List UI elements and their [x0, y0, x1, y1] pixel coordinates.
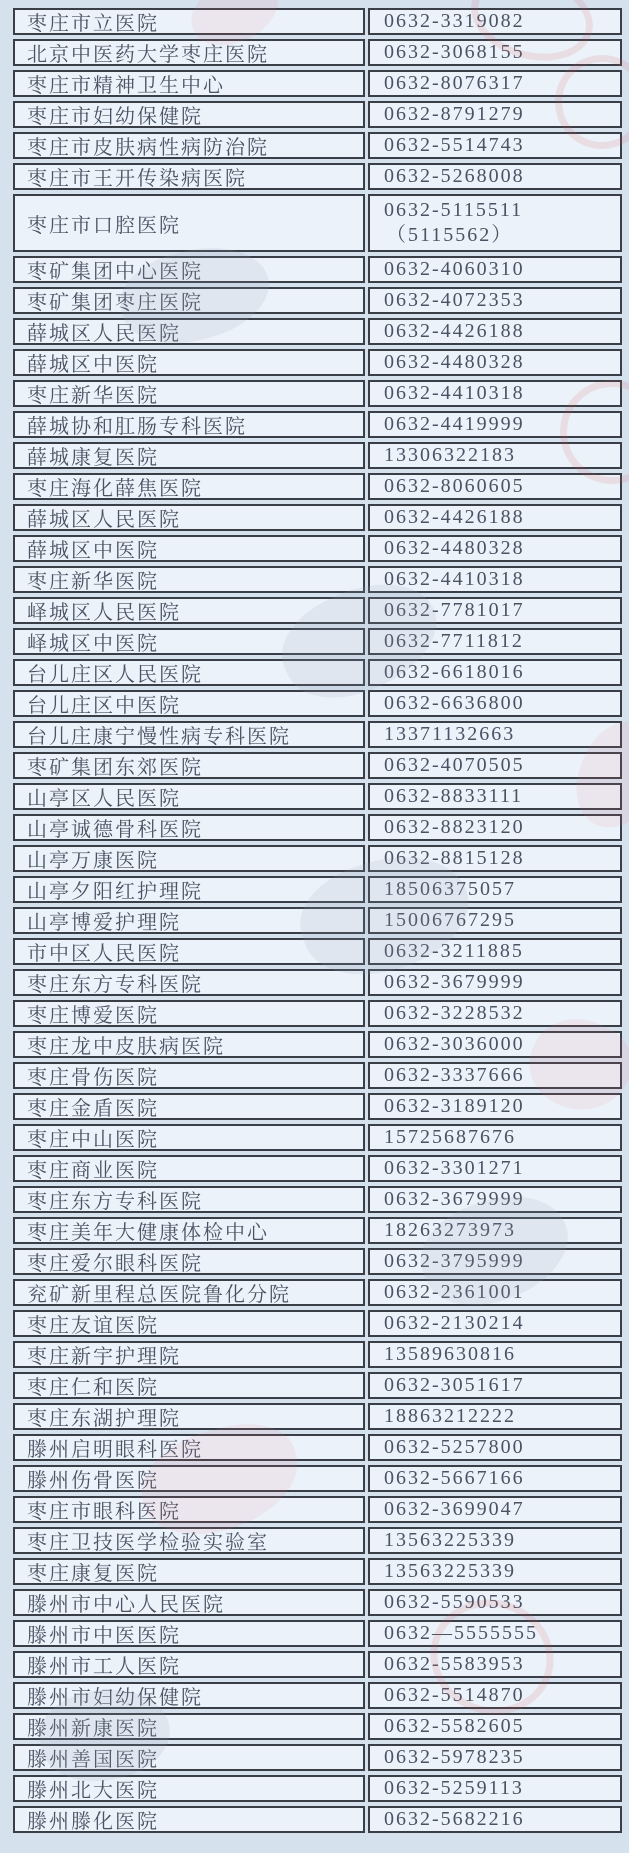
hospital-name-cell: [13, 1558, 365, 1585]
hospital-name-cell: [13, 504, 365, 531]
hospital-name: 枣庄康复医院: [27, 1563, 159, 1585]
hospital-phone-table: [13, 8, 622, 1833]
phone-cell: [368, 907, 622, 934]
phone-cell: [368, 1527, 622, 1554]
phone-cell: [368, 1372, 622, 1399]
hospital-name-cell: [13, 1310, 365, 1337]
table-row: [13, 39, 622, 66]
table-row: [13, 1341, 622, 1368]
hospital-name-cell: [13, 628, 365, 655]
hospital-name: 枣庄市皮肤病性病防治院: [27, 137, 269, 159]
phone-cell: [368, 1806, 622, 1833]
hospital-name: 枣庄博爱医院: [27, 1005, 159, 1027]
hospital-name: 枣矿集团枣庄医院: [27, 292, 203, 314]
hospital-name-cell: [13, 163, 365, 190]
phone-number: 0632-4426188: [384, 320, 525, 342]
hospital-name: 滕州市中医医院: [27, 1625, 181, 1647]
hospital-name: 台儿庄区中医院: [27, 695, 181, 717]
table-row: [13, 287, 622, 314]
hospital-name: 枣庄新华医院: [27, 385, 159, 407]
hospital-name-cell: [13, 70, 365, 97]
hospital-name: 枣庄东湖护理院: [27, 1408, 181, 1430]
phone-cell: [368, 1124, 622, 1151]
phone-cell: [368, 783, 622, 810]
phone-number: 0632-4060310: [384, 258, 525, 280]
hospital-name: 枣庄东方专科医院: [27, 1191, 203, 1213]
hospital-name-cell: [13, 1496, 365, 1523]
phone-number: 0632—5555555: [384, 1622, 538, 1644]
phone-cell: [368, 256, 622, 283]
phone-cell: [368, 194, 622, 252]
phone-cell: [368, 969, 622, 996]
phone-cell: [368, 1248, 622, 1275]
hospital-name-cell: [13, 1775, 365, 1802]
hospital-name: 枣庄龙中皮肤病医院: [27, 1036, 225, 1058]
hospital-name: 滕州市中心人民医院: [27, 1594, 225, 1616]
hospital-name: 枣庄市精神卫生中心: [27, 75, 225, 97]
table-row: [13, 969, 622, 996]
hospital-name-cell: [13, 473, 365, 500]
table-row: [13, 8, 622, 35]
table-row: [13, 1372, 622, 1399]
hospital-name: 枣庄友谊医院: [27, 1315, 159, 1337]
table-row: [13, 1775, 622, 1802]
phone-number: 0632-3051617: [384, 1374, 525, 1396]
phone-cell: [368, 70, 622, 97]
hospital-name: 滕州新康医院: [27, 1718, 159, 1740]
table-row: [13, 349, 622, 376]
table-row: [13, 1031, 622, 1058]
table-row: [13, 1527, 622, 1554]
hospital-name-cell: [13, 783, 365, 810]
hospital-name-cell: [13, 1434, 365, 1461]
phone-number: 0632-7781017: [384, 599, 525, 621]
phone-number: 0632-4072353: [384, 289, 525, 311]
hospital-name-cell: [13, 1000, 365, 1027]
hospital-name: 薛城区中医院: [27, 540, 159, 562]
table-row: [13, 1186, 622, 1213]
table-row: [13, 752, 622, 779]
phone-number: 0632-5115511: [384, 199, 524, 221]
hospital-name: 枣庄新宇护理院: [27, 1346, 181, 1368]
phone-number: 0632-5582605: [384, 1715, 525, 1737]
phone-cell: [368, 411, 622, 438]
hospital-name: 枣庄爱尔眼科医院: [27, 1253, 203, 1275]
phone-number: 0632-6636800: [384, 692, 525, 714]
phone-number-line2: （5115562）: [386, 224, 514, 246]
hospital-name-cell: [13, 1248, 365, 1275]
table-row: [13, 907, 622, 934]
table-row: [13, 1434, 622, 1461]
table-row: [13, 101, 622, 128]
hospital-name: 山亭夕阳红护理院: [27, 881, 203, 903]
hospital-name: 枣庄骨伤医院: [27, 1067, 159, 1089]
hospital-name: 枣庄市王开传染病医院: [27, 168, 247, 190]
phone-number: 18263273973: [384, 1219, 516, 1241]
phone-cell: [368, 1062, 622, 1089]
table-row: [13, 1124, 622, 1151]
hospital-name-cell: [13, 1217, 365, 1244]
hospital-name: 山亭博爱护理院: [27, 912, 181, 934]
table-row: [13, 256, 622, 283]
hospital-name-cell: [13, 349, 365, 376]
hospital-name: 枣庄海化薛焦医院: [27, 478, 203, 500]
table-row: [13, 1310, 622, 1337]
table-row: [13, 1000, 622, 1027]
phone-number: 0632-5268008: [384, 165, 525, 187]
table-row: [13, 566, 622, 593]
hospital-name-cell: [13, 690, 365, 717]
hospital-name: 枣庄市眼科医院: [27, 1501, 181, 1523]
hospital-name-cell: [13, 1713, 365, 1740]
phone-number: 0632-8833111: [384, 785, 524, 807]
hospital-name-cell: [13, 287, 365, 314]
phone-number: 0632-4426188: [384, 506, 525, 528]
hospital-name: 枣庄商业医院: [27, 1160, 159, 1182]
phone-number: 0632-3679999: [384, 971, 525, 993]
hospital-name: 枣庄中山医院: [27, 1129, 159, 1151]
hospital-name-cell: [13, 752, 365, 779]
hospital-name: 枣庄仁和医院: [27, 1377, 159, 1399]
hospital-name: 枣庄卫技医学检验实验室: [27, 1532, 269, 1554]
hospital-name: 滕州善国医院: [27, 1749, 159, 1771]
table-row: [13, 1682, 622, 1709]
hospital-name-cell: [13, 1651, 365, 1678]
hospital-name: 滕州市工人医院: [27, 1656, 181, 1678]
hospital-name: 北京中医药大学枣庄医院: [27, 44, 269, 66]
phone-number: 0632-3795999: [384, 1250, 525, 1272]
phone-cell: [368, 1744, 622, 1771]
phone-cell: [368, 380, 622, 407]
hospital-name: 薛城区中医院: [27, 354, 159, 376]
hospital-name: 枣庄美年大健康体检中心: [27, 1222, 269, 1244]
phone-cell: [368, 1651, 622, 1678]
table-row: [13, 163, 622, 190]
phone-cell: [368, 597, 622, 624]
hospital-name: 枣矿集团东郊医院: [27, 757, 203, 779]
hospital-name-cell: [13, 814, 365, 841]
phone-number: 13306322183: [384, 444, 516, 466]
table-row: [13, 1403, 622, 1430]
hospital-name-cell: [13, 1682, 365, 1709]
phone-cell: [368, 628, 622, 655]
phone-number: 0632-5590533: [384, 1591, 525, 1613]
table-row: [13, 194, 622, 252]
hospital-name-cell: [13, 39, 365, 66]
phone-cell: [368, 1093, 622, 1120]
phone-number: 0632-5514743: [384, 134, 525, 156]
hospital-name-cell: [13, 1093, 365, 1120]
phone-cell: [368, 442, 622, 469]
phone-number: 0632-5667166: [384, 1467, 525, 1489]
phone-number: 13563225339: [384, 1560, 516, 1582]
phone-number: 0632-3068155: [384, 41, 525, 63]
hospital-name-cell: [13, 256, 365, 283]
table-row: [13, 814, 622, 841]
hospital-name-cell: [13, 132, 365, 159]
hospital-name-cell: [13, 1124, 365, 1151]
phone-number: 0632-4480328: [384, 351, 525, 373]
hospital-name-cell: [13, 318, 365, 345]
hospital-name: 薛城区人民医院: [27, 509, 181, 531]
table-row: [13, 411, 622, 438]
phone-number: 15006767295: [384, 909, 516, 931]
hospital-name-cell: [13, 1372, 365, 1399]
hospital-name: 滕州市妇幼保健院: [27, 1687, 203, 1709]
table-row: [13, 628, 622, 655]
hospital-name-cell: [13, 659, 365, 686]
table-row: [13, 1465, 622, 1492]
phone-number: 13371132663: [384, 723, 516, 745]
table-row: [13, 1279, 622, 1306]
phone-number: 0632-5257800: [384, 1436, 525, 1458]
phone-cell: [368, 659, 622, 686]
table-row: [13, 1713, 622, 1740]
hospital-name-cell: [13, 1403, 365, 1430]
table-row: [13, 690, 622, 717]
hospital-name: 山亭诚德骨科医院: [27, 819, 203, 841]
table-row: [13, 535, 622, 562]
table-row: [13, 876, 622, 903]
phone-number: 18863212222: [384, 1405, 516, 1427]
phone-number: 0632-8815128: [384, 847, 525, 869]
hospital-name-cell: [13, 101, 365, 128]
phone-cell: [368, 1465, 622, 1492]
hospital-name-cell: [13, 535, 365, 562]
hospital-name: 峄城区中医院: [27, 633, 159, 655]
hospital-name-cell: [13, 194, 365, 252]
hospital-name: 滕州伤骨医院: [27, 1470, 159, 1492]
table-row: [13, 1744, 622, 1771]
phone-number: 0632-8823120: [384, 816, 525, 838]
hospital-name-cell: [13, 597, 365, 624]
phone-cell: [368, 1682, 622, 1709]
phone-cell: [368, 473, 622, 500]
phone-number: 0632-5583953: [384, 1653, 525, 1675]
phone-cell: [368, 1000, 622, 1027]
phone-number: 15725687676: [384, 1126, 516, 1148]
table-row: [13, 442, 622, 469]
hospital-name-cell: [13, 442, 365, 469]
phone-number: 0632-3319082: [384, 10, 525, 32]
hospital-name-cell: [13, 721, 365, 748]
table-row: [13, 1651, 622, 1678]
phone-cell: [368, 1620, 622, 1647]
phone-number: 0632-8060605: [384, 475, 525, 497]
phone-number: 0632-3337666: [384, 1064, 525, 1086]
table-row: [13, 938, 622, 965]
phone-number: 0632-3228532: [384, 1002, 525, 1024]
table-row: [13, 1217, 622, 1244]
phone-number: 0632-8791279: [384, 103, 525, 125]
hospital-name-cell: [13, 8, 365, 35]
phone-cell: [368, 1341, 622, 1368]
table-row: [13, 845, 622, 872]
phone-cell: [368, 287, 622, 314]
phone-cell: [368, 1155, 622, 1182]
hospital-name-cell: [13, 969, 365, 996]
phone-cell: [368, 101, 622, 128]
hospital-name-cell: [13, 1527, 365, 1554]
table-row: [13, 1155, 622, 1182]
phone-number: 0632-3036000: [384, 1033, 525, 1055]
phone-cell: [368, 1434, 622, 1461]
phone-number: 13563225339: [384, 1529, 516, 1551]
table-row: [13, 1620, 622, 1647]
phone-cell: [368, 1031, 622, 1058]
hospital-name: 枣庄新华医院: [27, 571, 159, 593]
hospital-name: 薛城协和肛肠专科医院: [27, 416, 247, 438]
hospital-name-cell: [13, 566, 365, 593]
hospital-name: 市中区人民医院: [27, 943, 181, 965]
table-row: [13, 473, 622, 500]
table-row: [13, 504, 622, 531]
phone-number: 0632-5682216: [384, 1808, 525, 1830]
hospital-name-cell: [13, 1186, 365, 1213]
phone-cell: [368, 349, 622, 376]
hospital-name: 枣矿集团中心医院: [27, 261, 203, 283]
phone-cell: [368, 1713, 622, 1740]
table-row: [13, 783, 622, 810]
phone-cell: [368, 1217, 622, 1244]
phone-cell: [368, 690, 622, 717]
phone-number: 18506375057: [384, 878, 516, 900]
phone-cell: [368, 1186, 622, 1213]
hospital-name: 枣庄市口腔医院: [27, 214, 181, 237]
hospital-name: 峄城区人民医院: [27, 602, 181, 624]
phone-number: 0632-6618016: [384, 661, 525, 683]
phone-cell: [368, 721, 622, 748]
hospital-name: 枣庄东方专科医院: [27, 974, 203, 996]
hospital-name: 薛城区人民医院: [27, 323, 181, 345]
phone-cell: [368, 876, 622, 903]
hospital-name: 滕州启明眼科医院: [27, 1439, 203, 1461]
hospital-name-cell: [13, 1341, 365, 1368]
table-row: [13, 1806, 622, 1833]
hospital-name: 枣庄金盾医院: [27, 1098, 159, 1120]
phone-cell: [368, 1279, 622, 1306]
hospital-name-cell: [13, 1589, 365, 1616]
hospital-name-cell: [13, 876, 365, 903]
phone-number: 0632-4419999: [384, 413, 525, 435]
hospital-name-cell: [13, 1806, 365, 1833]
table-row: [13, 1589, 622, 1616]
phone-number: 0632-3699047: [384, 1498, 525, 1520]
hospital-name: 台儿庄区人民医院: [27, 664, 203, 686]
hospital-name-cell: [13, 1744, 365, 1771]
phone-cell: [368, 1589, 622, 1616]
phone-cell: [368, 535, 622, 562]
phone-number: 0632-3211885: [384, 940, 524, 962]
table-row: [13, 1062, 622, 1089]
phone-number: 0632-8076317: [384, 72, 525, 94]
hospital-name-cell: [13, 1279, 365, 1306]
hospital-name: 兖矿新里程总医院鲁化分院: [27, 1284, 291, 1306]
phone-cell: [368, 845, 622, 872]
table-row: [13, 132, 622, 159]
table-row: [13, 318, 622, 345]
phone-number: 0632-5978235: [384, 1746, 525, 1768]
hospital-name-cell: [13, 845, 365, 872]
phone-number: 0632-3301271: [384, 1157, 525, 1179]
phone-cell: [368, 752, 622, 779]
phone-number: 0632-3679999: [384, 1188, 525, 1210]
phone-cell: [368, 132, 622, 159]
hospital-name: 枣庄市立医院: [27, 13, 159, 35]
hospital-name: 台儿庄康宁慢性病专科医院: [27, 726, 291, 748]
phone-number: 0632-4410318: [384, 568, 525, 590]
phone-number: 0632-4070505: [384, 754, 525, 776]
table-row: [13, 721, 622, 748]
phone-number: 0632-7711812: [384, 630, 524, 652]
hospital-name-cell: [13, 1155, 365, 1182]
phone-cell: [368, 1558, 622, 1585]
hospital-name-cell: [13, 1465, 365, 1492]
hospital-name-cell: [13, 1620, 365, 1647]
hospital-name-cell: [13, 938, 365, 965]
hospital-name-cell: [13, 907, 365, 934]
phone-number: 0632-5514870: [384, 1684, 525, 1706]
phone-cell: [368, 1403, 622, 1430]
table-row: [13, 597, 622, 624]
phone-number: 0632-2130214: [384, 1312, 525, 1334]
phone-cell: [368, 1775, 622, 1802]
table-row: [13, 1558, 622, 1585]
phone-number: 0632-3189120: [384, 1095, 525, 1117]
hospital-name-cell: [13, 380, 365, 407]
table-row: [13, 1248, 622, 1275]
phone-cell: [368, 938, 622, 965]
hospital-name-cell: [13, 1031, 365, 1058]
phone-cell: [368, 1310, 622, 1337]
phone-number: 0632-4480328: [384, 537, 525, 559]
phone-cell: [368, 566, 622, 593]
hospital-name-cell: [13, 411, 365, 438]
phone-number: 13589630816: [384, 1343, 516, 1365]
hospital-name-cell: [13, 1062, 365, 1089]
table-row: [13, 380, 622, 407]
phone-number: 0632-5259113: [384, 1777, 524, 1799]
phone-number: 0632-4410318: [384, 382, 525, 404]
table-row: [13, 1093, 622, 1120]
table-row: [13, 1496, 622, 1523]
phone-cell: [368, 39, 622, 66]
phone-cell: [368, 504, 622, 531]
phone-cell: [368, 1496, 622, 1523]
hospital-name: 枣庄市妇幼保健院: [27, 106, 203, 128]
phone-cell: [368, 163, 622, 190]
table-row: [13, 659, 622, 686]
phone-cell: [368, 8, 622, 35]
phone-cell: [368, 814, 622, 841]
phone-number: 0632-2361001: [384, 1281, 525, 1303]
table-row: [13, 70, 622, 97]
hospital-name: 薛城康复医院: [27, 447, 159, 469]
hospital-name: 山亭区人民医院: [27, 788, 181, 810]
phone-cell: [368, 318, 622, 345]
hospital-name: 山亭万康医院: [27, 850, 159, 872]
hospital-name: 滕州滕化医院: [27, 1811, 159, 1833]
hospital-name: 滕州北大医院: [27, 1780, 159, 1802]
